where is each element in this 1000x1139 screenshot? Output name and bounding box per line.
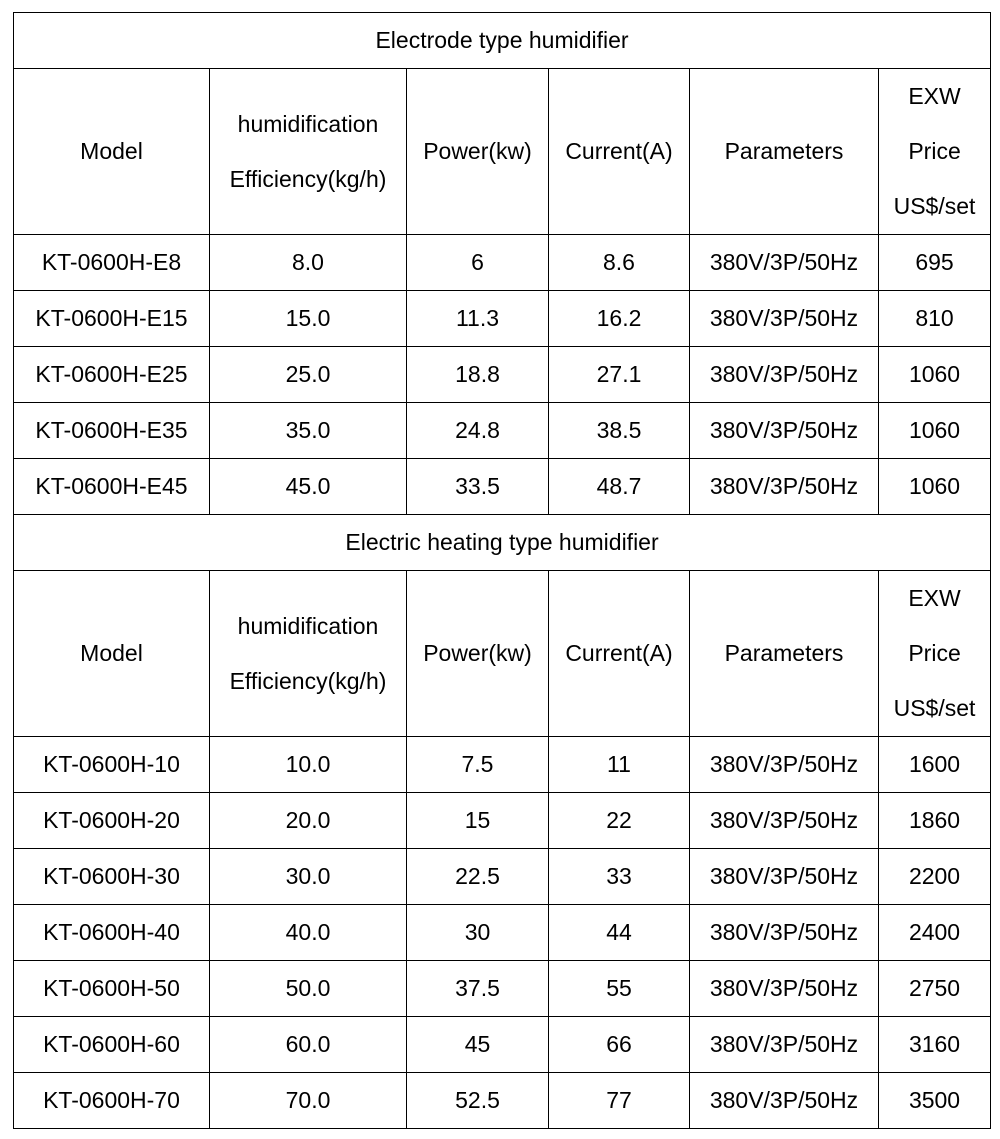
cell-model: KT-0600H-70 [14, 1073, 210, 1129]
cell-current: 38.5 [549, 403, 690, 459]
cell-efficiency: 45.0 [210, 459, 407, 515]
cell-price: 2750 [879, 961, 991, 1017]
cell-power: 11.3 [407, 291, 549, 347]
cell-price: 1860 [879, 793, 991, 849]
cell-current: 77 [549, 1073, 690, 1129]
header-current: Current(A) [549, 69, 690, 235]
header-price [879, 69, 991, 235]
cell-power: 22.5 [407, 849, 549, 905]
cell-power: 45 [407, 1017, 549, 1073]
cell-price: 3500 [879, 1073, 991, 1129]
cell-current: 55 [549, 961, 690, 1017]
header-efficiency [210, 571, 407, 737]
cell-price: 2200 [879, 849, 991, 905]
header-price-line-1: EXW [908, 83, 961, 109]
header-price-line-2: Price [908, 138, 961, 164]
cell-price: 3160 [879, 1017, 991, 1073]
cell-model: KT-0600H-E8 [14, 235, 210, 291]
cell-model: KT-0600H-E35 [14, 403, 210, 459]
cell-current: 48.7 [549, 459, 690, 515]
cell-efficiency: 30.0 [210, 849, 407, 905]
cell-parameters: 380V/3P/50Hz [690, 235, 879, 291]
header-row-electric-heating [14, 571, 991, 737]
header-power: Power(kw) [407, 69, 549, 235]
cell-parameters: 380V/3P/50Hz [690, 737, 879, 793]
header-efficiency-line-2: Efficiency(kg/h) [229, 667, 387, 694]
cell-current: 16.2 [549, 291, 690, 347]
cell-current: 44 [549, 905, 690, 961]
header-power: Power(kw) [407, 571, 549, 737]
cell-power: 7.5 [407, 737, 549, 793]
header-price-line-3: US$/set [893, 193, 976, 219]
table-row [14, 235, 991, 291]
cell-model: KT-0600H-E25 [14, 347, 210, 403]
header-efficiency-line-1: humidification [237, 612, 379, 639]
cell-power: 24.8 [407, 403, 549, 459]
cell-current: 8.6 [549, 235, 690, 291]
section-title: Electric heating type humidifier [14, 515, 991, 571]
cell-parameters: 380V/3P/50Hz [690, 403, 879, 459]
cell-model: KT-0600H-50 [14, 961, 210, 1017]
cell-efficiency: 70.0 [210, 1073, 407, 1129]
section-title-row-electrode [14, 13, 991, 69]
header-model: Model [14, 571, 210, 737]
cell-model: KT-0600H-20 [14, 793, 210, 849]
cell-efficiency: 60.0 [210, 1017, 407, 1073]
table-row [14, 459, 991, 515]
humidifier-spec-table [13, 12, 991, 1129]
header-price [879, 571, 991, 737]
spec-table-body [14, 13, 991, 1129]
table-row [14, 291, 991, 347]
table-row [14, 347, 991, 403]
cell-parameters: 380V/3P/50Hz [690, 849, 879, 905]
cell-power: 6 [407, 235, 549, 291]
table-row [14, 793, 991, 849]
cell-power: 30 [407, 905, 549, 961]
cell-power: 18.8 [407, 347, 549, 403]
cell-model: KT-0600H-40 [14, 905, 210, 961]
table-row [14, 849, 991, 905]
cell-parameters: 380V/3P/50Hz [690, 1073, 879, 1129]
cell-efficiency: 8.0 [210, 235, 407, 291]
cell-model: KT-0600H-10 [14, 737, 210, 793]
cell-model: KT-0600H-E15 [14, 291, 210, 347]
cell-price: 810 [879, 291, 991, 347]
table-row [14, 737, 991, 793]
cell-power: 15 [407, 793, 549, 849]
cell-parameters: 380V/3P/50Hz [690, 459, 879, 515]
cell-parameters: 380V/3P/50Hz [690, 793, 879, 849]
table-row [14, 1017, 991, 1073]
cell-efficiency: 40.0 [210, 905, 407, 961]
header-model: Model [14, 69, 210, 235]
cell-price: 2400 [879, 905, 991, 961]
header-current: Current(A) [549, 571, 690, 737]
cell-power: 52.5 [407, 1073, 549, 1129]
header-efficiency-line-1: humidification [237, 110, 379, 137]
cell-efficiency: 50.0 [210, 961, 407, 1017]
header-price-line-3: US$/set [893, 695, 976, 721]
cell-efficiency: 15.0 [210, 291, 407, 347]
cell-current: 22 [549, 793, 690, 849]
cell-price: 1060 [879, 347, 991, 403]
cell-parameters: 380V/3P/50Hz [690, 961, 879, 1017]
cell-price: 695 [879, 235, 991, 291]
cell-current: 33 [549, 849, 690, 905]
cell-model: KT-0600H-30 [14, 849, 210, 905]
cell-efficiency: 35.0 [210, 403, 407, 459]
cell-efficiency: 25.0 [210, 347, 407, 403]
table-row [14, 961, 991, 1017]
cell-power: 33.5 [407, 459, 549, 515]
section-title: Electrode type humidifier [14, 13, 991, 69]
cell-model: KT-0600H-60 [14, 1017, 210, 1073]
cell-current: 11 [549, 737, 690, 793]
cell-parameters: 380V/3P/50Hz [690, 905, 879, 961]
cell-price: 1600 [879, 737, 991, 793]
header-row-electrode [14, 69, 991, 235]
cell-parameters: 380V/3P/50Hz [690, 1017, 879, 1073]
header-price-line-1: EXW [908, 585, 961, 611]
header-price-line-2: Price [908, 640, 961, 666]
section-title-row-electric-heating [14, 515, 991, 571]
table-row [14, 905, 991, 961]
header-parameters: Parameters [690, 571, 879, 737]
cell-parameters: 380V/3P/50Hz [690, 291, 879, 347]
cell-efficiency: 10.0 [210, 737, 407, 793]
table-row [14, 403, 991, 459]
cell-parameters: 380V/3P/50Hz [690, 347, 879, 403]
cell-price: 1060 [879, 403, 991, 459]
cell-efficiency: 20.0 [210, 793, 407, 849]
table-row [14, 1073, 991, 1129]
header-efficiency [210, 69, 407, 235]
header-efficiency-line-2: Efficiency(kg/h) [229, 165, 387, 192]
header-parameters: Parameters [690, 69, 879, 235]
cell-power: 37.5 [407, 961, 549, 1017]
cell-current: 27.1 [549, 347, 690, 403]
cell-model: KT-0600H-E45 [14, 459, 210, 515]
cell-price: 1060 [879, 459, 991, 515]
cell-current: 66 [549, 1017, 690, 1073]
